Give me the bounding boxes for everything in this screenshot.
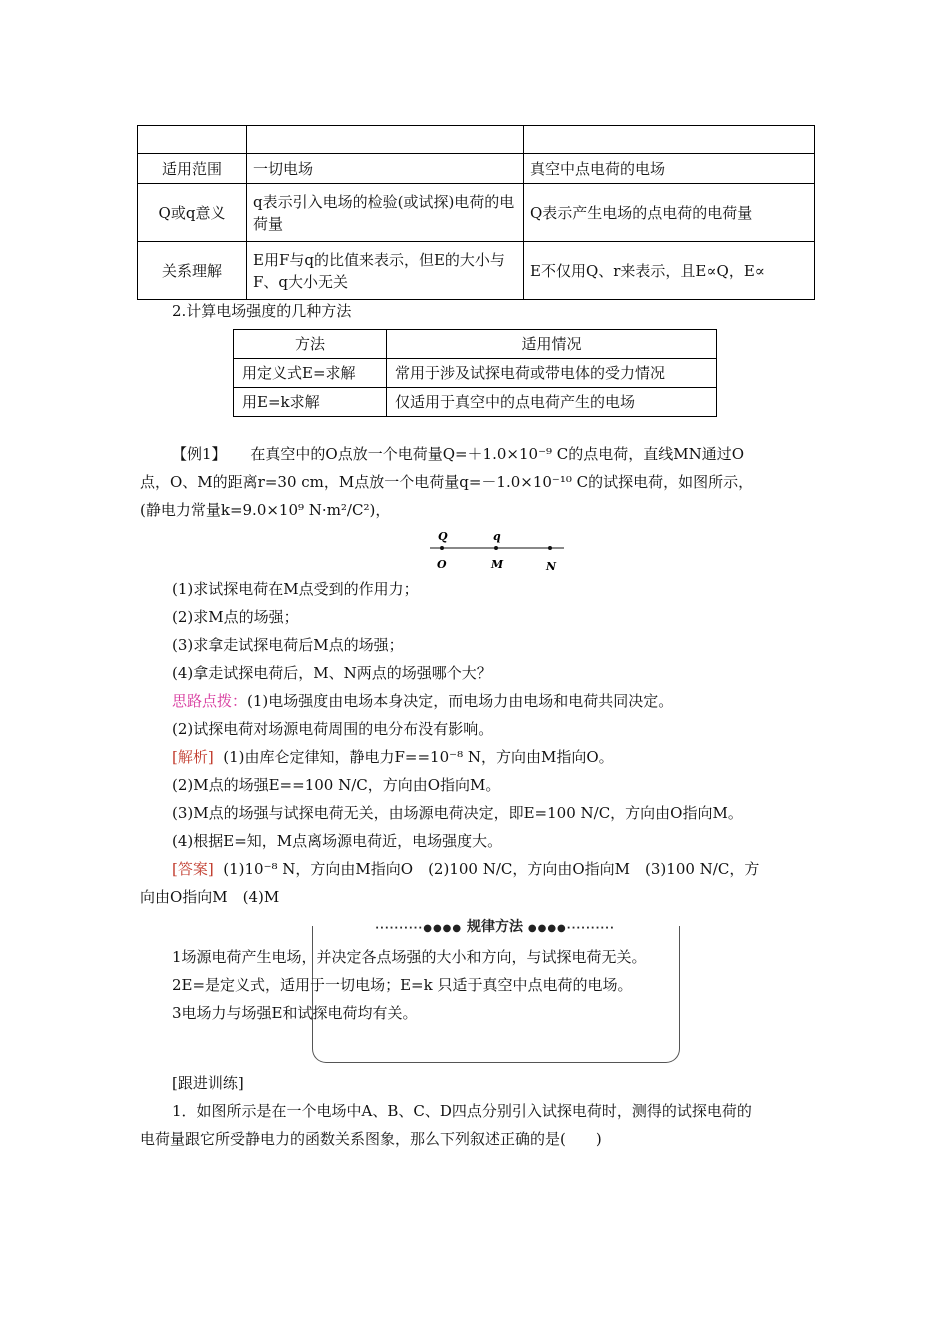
- table-row: [234, 359, 717, 388]
- answer-line: 向由O指向M (4)M: [140, 888, 280, 906]
- answer-label: [答案]: [172, 860, 214, 878]
- table-cell: 关系理解: [138, 242, 247, 300]
- dots-decoration: ··········●●●●: [375, 923, 463, 934]
- example-line: (静电力常量k=9.0×10⁹ N·m²/C²)，: [140, 501, 391, 519]
- analysis-line: (3)M点的场强与试探电荷无关，由场源电荷决定，即E=100 N/C，方向由O指向M。: [172, 804, 743, 822]
- section-title: 2.计算电场强度的几种方法: [172, 302, 352, 320]
- table-cell: [138, 126, 247, 154]
- label-n: N: [546, 560, 557, 573]
- table-cell: Q表示产生电场的点电荷的电荷量: [524, 184, 815, 242]
- method-box-title: [326, 916, 664, 936]
- table-cell: 用E=k求解: [234, 388, 387, 417]
- example-line: 点，O、M的距离r=30 cm，M点放一个电荷量q=－1.0×10⁻¹⁰ C的试探电荷，如图所示，: [140, 473, 754, 491]
- table-cell: E用F与q的比值来表示，但E的大小与F、q大小无关: [247, 242, 524, 300]
- answer-text: (1)10⁻⁸ N，方向由M指向O (2)100 N/C，方向由O指向M (3)100 N/C，方: [223, 860, 760, 878]
- followup-question: 1．如图所示是在一个电场中A、B、C、D四点分别引入试探电荷时，测得的试探电荷的: [172, 1102, 752, 1120]
- point-m: [494, 546, 498, 550]
- table-cell: 常用于涉及试探电荷或带电体的受力情况: [387, 359, 717, 388]
- label-q-source: Q: [438, 530, 448, 543]
- label-m: M: [491, 558, 504, 571]
- point-n: [548, 546, 552, 550]
- example-text: 在真空中的O点放一个电荷量Q=＋1.0×10⁻⁹ C的点电荷，直线MN通过O: [250, 445, 745, 463]
- method-item: 2E=是定义式，适用于一切电场；E=k 只适于真空中点电荷的电场。: [172, 976, 633, 994]
- methods-table: [233, 329, 717, 417]
- table-cell: 用定义式E=求解: [234, 359, 387, 388]
- question-item: (2)求M点的场强；: [172, 608, 299, 626]
- table-header: 方法: [234, 330, 387, 359]
- hint-line: (2)试探电荷对场源电荷周围的电分布没有影响。: [172, 720, 494, 738]
- table-row: [234, 388, 717, 417]
- example-line: [172, 441, 852, 467]
- analysis-label: [解析]: [172, 748, 214, 766]
- table-cell: 真空中点电荷的电场: [524, 154, 815, 184]
- answer-line: [172, 856, 852, 882]
- table-header: 适用情况: [387, 330, 717, 359]
- followup-label: [跟进训练]: [172, 1074, 244, 1092]
- analysis-line: [172, 744, 852, 770]
- table-cell: E不仅用Q、r来表示，且E∝Q，E∝: [524, 242, 815, 300]
- table-cell: 仅适用于真空中的点电荷产生的电场: [387, 388, 717, 417]
- followup-question: 电荷量跟它所受静电力的函数关系图象，那么下列叙述正确的是( ): [140, 1130, 602, 1148]
- analysis-line: (4)根据E=知，M点离场源电荷近，电场强度大。: [172, 832, 503, 850]
- comparison-table: [137, 125, 815, 300]
- table-cell: q表示引入电场的检验(或试探)电荷的电荷量: [247, 184, 524, 242]
- method-box-title-text: 规律方法: [467, 919, 523, 935]
- table-row: [138, 154, 815, 184]
- hint-label: 思路点拨：: [172, 692, 248, 710]
- analysis-text: (1)由库仑定律知，静电力F==10⁻⁸ N，方向由M指向O。: [223, 748, 614, 766]
- table-row: [234, 330, 717, 359]
- table-row: [138, 242, 815, 300]
- method-item: 1场源电荷产生电场，并决定各点场强的大小和方向，与试探电荷无关。: [172, 948, 647, 966]
- label-o: O: [437, 558, 447, 571]
- label-q-test: q: [493, 530, 501, 543]
- table-cell: 适用范围: [138, 154, 247, 184]
- table-row: [138, 126, 815, 154]
- dots-decoration: ●●●●··········: [527, 923, 615, 934]
- hint-text: (1)电场强度由电场本身决定，而电场力由电场和电荷共同决定。: [247, 692, 674, 710]
- question-item: (3)求拿走试探电荷后M点的场强；: [172, 636, 404, 654]
- table-row: [138, 184, 815, 242]
- table-cell: [247, 126, 524, 154]
- table-cell: Q或q意义: [138, 184, 247, 242]
- charge-line-figure: [428, 528, 568, 574]
- analysis-line: (2)M点的场强E==100 N/C，方向由O指向M。: [172, 776, 501, 794]
- hint-line: [172, 688, 852, 714]
- example-tag: 【例1】: [172, 445, 227, 463]
- point-o: [440, 546, 444, 550]
- method-item: 3电场力与场强E和试探电荷均有关。: [172, 1004, 418, 1022]
- question-item: (1)求试探电荷在M点受到的作用力；: [172, 580, 419, 598]
- table-cell: 一切电场: [247, 154, 524, 184]
- question-item: (4)拿走试探电荷后，M、N两点的场强哪个大？: [172, 664, 492, 682]
- table-cell: [524, 126, 815, 154]
